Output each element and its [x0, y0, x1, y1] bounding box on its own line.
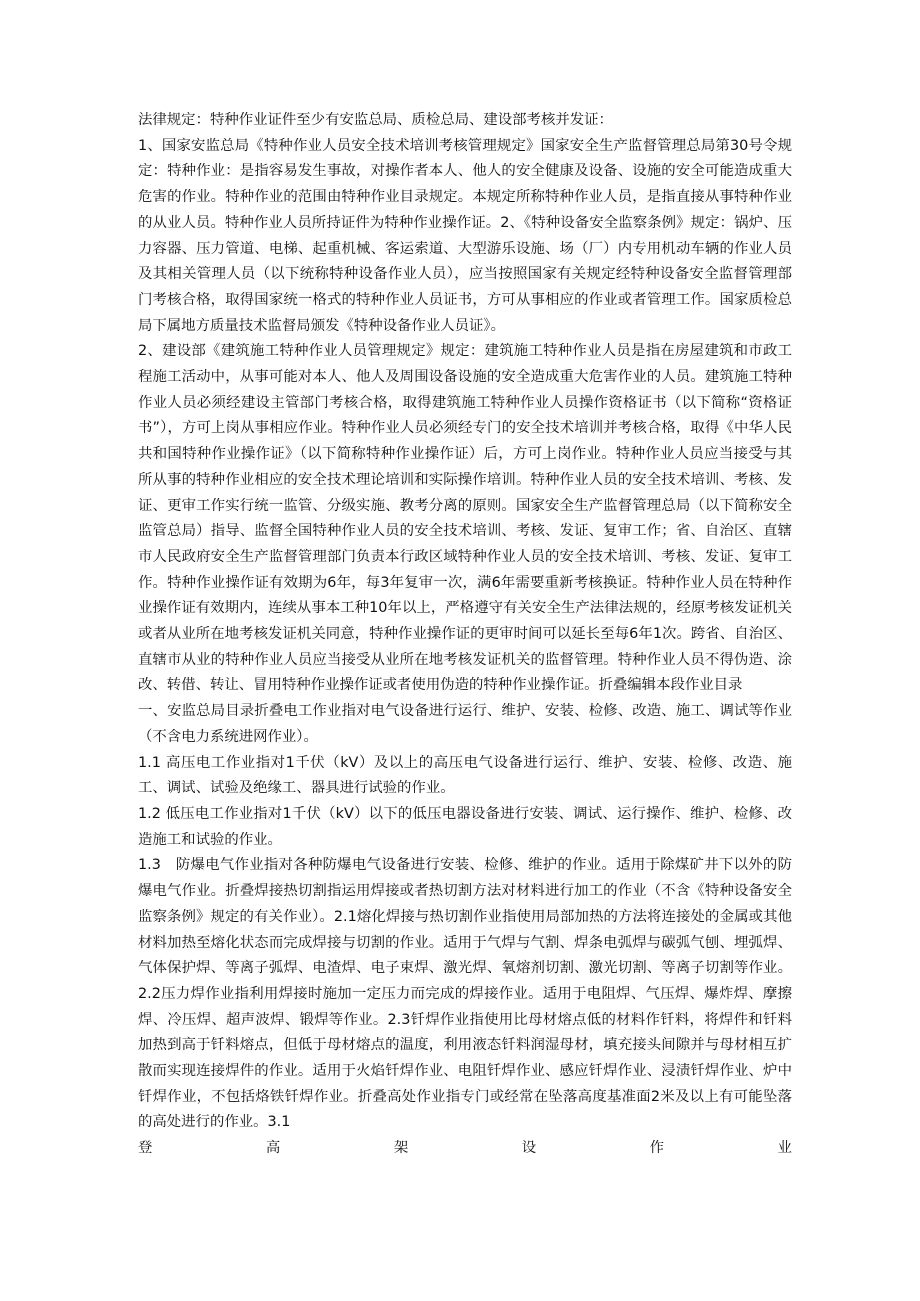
- paragraph-catalog-electrical: 一、安监总局目录折叠电工作业指对电气设备进行运行、维护、安装、检修、改造、施工、调试等作业（不含电力系统进网作业）。: [138, 703, 792, 745]
- final-char: 设: [521, 1140, 537, 1157]
- final-char: 高: [265, 1140, 281, 1157]
- paragraph-safety-bureau: 1、国家安监总局《特种作业人员安全技术培训考核管理规定》国家安全生产监督管理总局第30号令规定：特种作业：是指容易发生事故，对操作者本人、他人的安全健康及设备、设施的安全可能造成重大危害的作业。特种作业的范围由特种作业目录规定。本规定所称特种作业人员，是指直接从事特种作业的从业人员。特种作业人员所持证件为特种作业操作证。2、《特种设备安全监察条例》规定：锅炉、压力容器、压力管道、电梯、起重机械、客运索道、大型游乐设施、场（厂）内专用机动车辆的作业人员及其相关管理人员（以下统称特种设备作业人员），应当按照国家有关规定经特种设备安全监督管理部门考核合格，取得国家统一格式的特种作业人员证书，方可从事相应的作业或者管理工作。国家质检总局下属地方质量技术监督局颁发《特种设备作业人员证》。: [138, 137, 792, 334]
- intro-paragraph: 法律规定：特种作业证件至少有安监总局、质检总局、建设部考核并发证：: [138, 112, 613, 128]
- paragraph-explosion-proof-welding: 1.3 防爆电气作业指对各种防爆电气设备进行安装、检修、维护的作业。适用于除煤矿井下以外的防爆电气作业。折叠焊接热切割指运用焊接或者热切割方法对材料进行加工的作业（不含《特种设备安全监察条例》规定的有关作业）。2.1熔化焊接与热切割作业指使用局部加热的方法将连接处的金属或其他材料加热至熔化状态而完成焊接与切割的作业。适用于气焊与气割、焊条电弧焊与碳弧气刨、埋弧焊、气体保护焊、等离子弧焊、电渣焊、电子束焊、激光焊、氧熔剂切割、激光切割、等离子切割等作业。2.2压力焊作业指利用焊接时施加一定压力而完成的焊接作业。适用于电阻焊、气压焊、爆炸焊、摩擦焊、冷压焊、超声波焊、锻焊等作业。2.3钎焊作业指使用比母材熔点低的材料作钎料，将焊件和钎料加热到高于钎料熔点，但低于母材熔点的温度，利用液态钎料润湿母材，填充接头间隙并与母材相互扩散而实现连接焊件的作业。适用于火焰钎焊作业、电阻钎焊作业、感应钎焊作业、浸渍钎焊作业、炉中钎焊作业，不包括烙铁钎焊作业。折叠高处作业指专门或经常在坠落高度基准面2米及以上有可能坠落的高处进行的作业。3.1: [138, 857, 792, 1131]
- final-char: 业: [777, 1140, 792, 1157]
- final-char: 作: [649, 1140, 665, 1157]
- paragraph-low-voltage: 1.2 低压电工作业指对1千伏（kV）以下的低压电器设备进行安装、调试、运行操作、维护、检修、改造施工和试验的作业。: [138, 805, 792, 848]
- final-char: 登: [138, 1140, 153, 1157]
- document-body: [138, 108, 792, 1162]
- paragraph-construction-ministry: 2、建设部《建筑施工特种作业人员管理规定》规定：建筑施工特种作业人员是指在房屋建筑和市政工程施工活动中，从事可能对本人、他人及周围设备设施的安全造成重大危害作业的人员。建筑施工特种作业人员必须经建设主管部门考核合格，取得建筑施工特种作业人员操作资格证书（以下简称“资格证书”），方可上岗从事相应作业。特种作业人员必须经专门的安全技术培训并考核合格，取得《中华人民共和国特种作业操作证》（以下简称特种作业操作证）后，方可上岗作业。特种作业人员应当接受与其所从事的特种作业相应的安全技术理论培训和实际操作培训。特种作业人员的安全技术培训、考核、发证、更审工作实行统一监管、分级实施、教考分离的原则。国家安全生产监督管理总局（以下简称安全监管总局）指导、监督全国特种作业人员的安全技术培训、考核、发证、复审工作；省、自治区、直辖市人民政府安全生产监督管理部门负责本行政区域特种作业人员的安全技术培训、考核、发证、复审工作。特种作业操作证有效期为6年，每3年复审一次，满6年需要重新考核换证。特种作业人员在特种作业操作证有效期内，连续从事本工种10年以上，严格遵守有关安全生产法律法规的，经原考核发证机关或者从业所在地考核发证机关同意，特种作业操作证的更审时间可以延长至每6年1次。跨省、自治区、直辖市从业的特种作业人员应当接受从业所在地考核发证机关的监督管理。特种作业人员不得伪造、涂改、转借、转让、冒用特种作业操作证或者使用伪造的特种作业操作证。折叠编辑本段作业目录: [138, 343, 792, 694]
- final-char: 架: [393, 1140, 409, 1157]
- final-spread-line: [138, 1136, 792, 1162]
- paragraph-high-voltage: 1.1 高压电工作业指对1千伏（kV）及以上的高压电气设备进行运行、维护、安装、检修、改造、施工、调试、试验及绝缘工、器具进行试验的作业。: [138, 754, 792, 797]
